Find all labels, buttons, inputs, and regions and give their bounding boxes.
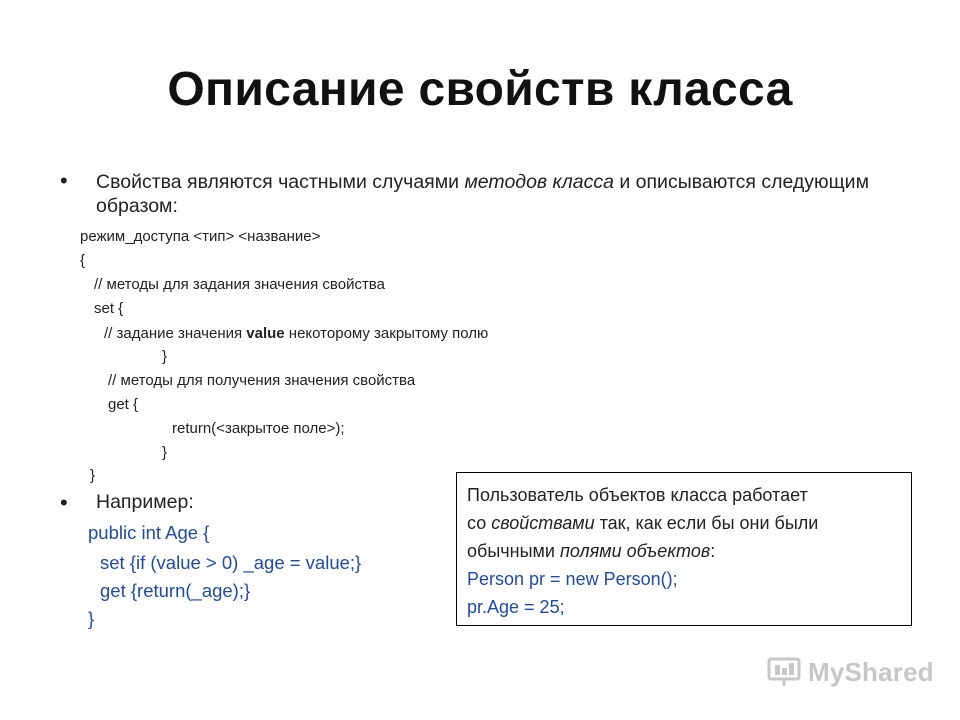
example-code-line: set {if (value > 0) _age = value;}	[100, 552, 362, 573]
code-line: // задание значения value некоторому закрытому полю	[104, 325, 489, 342]
code-line: }	[162, 444, 168, 461]
watermark-text: MyShared	[808, 656, 934, 687]
note-line: со свойствами так, как если бы они были	[467, 513, 819, 533]
note-code-line: Person pr = new Person();	[467, 569, 678, 589]
code-line: // методы для получения значения свойства	[108, 372, 416, 389]
example-code-line: get {return(_age);}	[100, 580, 251, 601]
slide-title: Описание свойств класса	[167, 63, 793, 116]
code-line: режим_доступа <тип> <название>	[80, 228, 321, 245]
note-line: обычными полями объектов:	[467, 541, 716, 561]
presentation-icon	[766, 656, 802, 688]
intro-text: Свойства являются частными случаями методов класса и описываются следующим образом:	[96, 171, 869, 217]
watermark	[766, 652, 934, 692]
note-box	[456, 472, 912, 626]
code-line: }	[90, 467, 96, 484]
code-line: return(<закрытое поле>);	[172, 420, 345, 437]
code-line: // методы для задания значения свойства	[94, 276, 385, 293]
note-code-line: pr.Age = 25;	[467, 597, 565, 617]
intro-italic: методов класса	[464, 171, 614, 193]
bullet-dot: •	[60, 168, 68, 193]
example-code-line: public int Age {	[88, 522, 210, 543]
code-line: }	[162, 348, 168, 365]
example-label: Например:	[96, 491, 194, 513]
code-line: {	[80, 252, 86, 269]
note-line: Пользователь объектов класса работает	[467, 485, 808, 505]
code-line: set {	[94, 300, 124, 317]
code-line: get {	[108, 396, 139, 413]
example-code-line: }	[88, 608, 95, 629]
bullet-dot: •	[60, 490, 68, 515]
